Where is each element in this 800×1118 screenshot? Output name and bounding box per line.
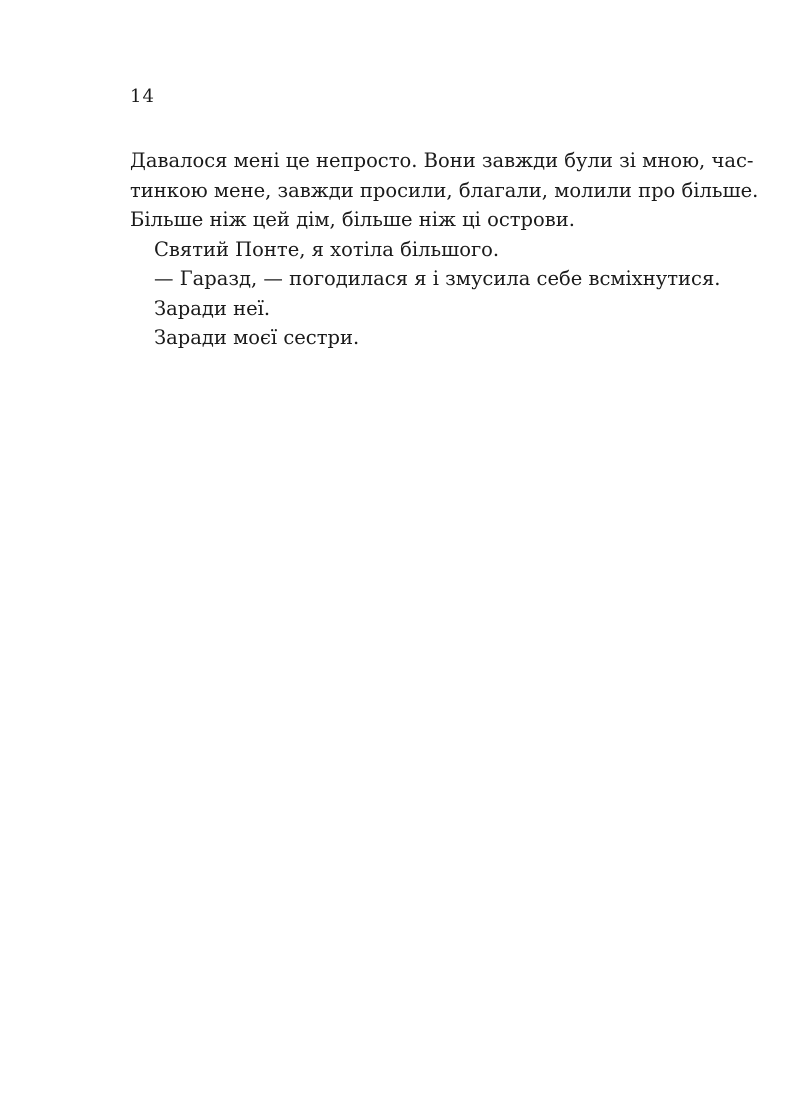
body-text	[130, 146, 759, 353]
text-line: тинкою мене, завжди просили, благали, молили про більше.	[130, 178, 759, 202]
text-line: Святий Понте, я хотіла більшого.	[154, 237, 500, 261]
text-line: Давалося мені це непросто. Вони завжди були зі мною, час-	[130, 149, 754, 172]
text-line: — Гаразд, — погодилася я і змусила себе всміхнутися.	[154, 267, 721, 290]
page-number: 14	[130, 86, 155, 107]
text-line: Більше ніж цей дім, більше ніж ці острови.	[130, 208, 575, 231]
text-line: Заради неї.	[154, 296, 271, 320]
text-line: Заради моєї сестри.	[154, 326, 360, 349]
